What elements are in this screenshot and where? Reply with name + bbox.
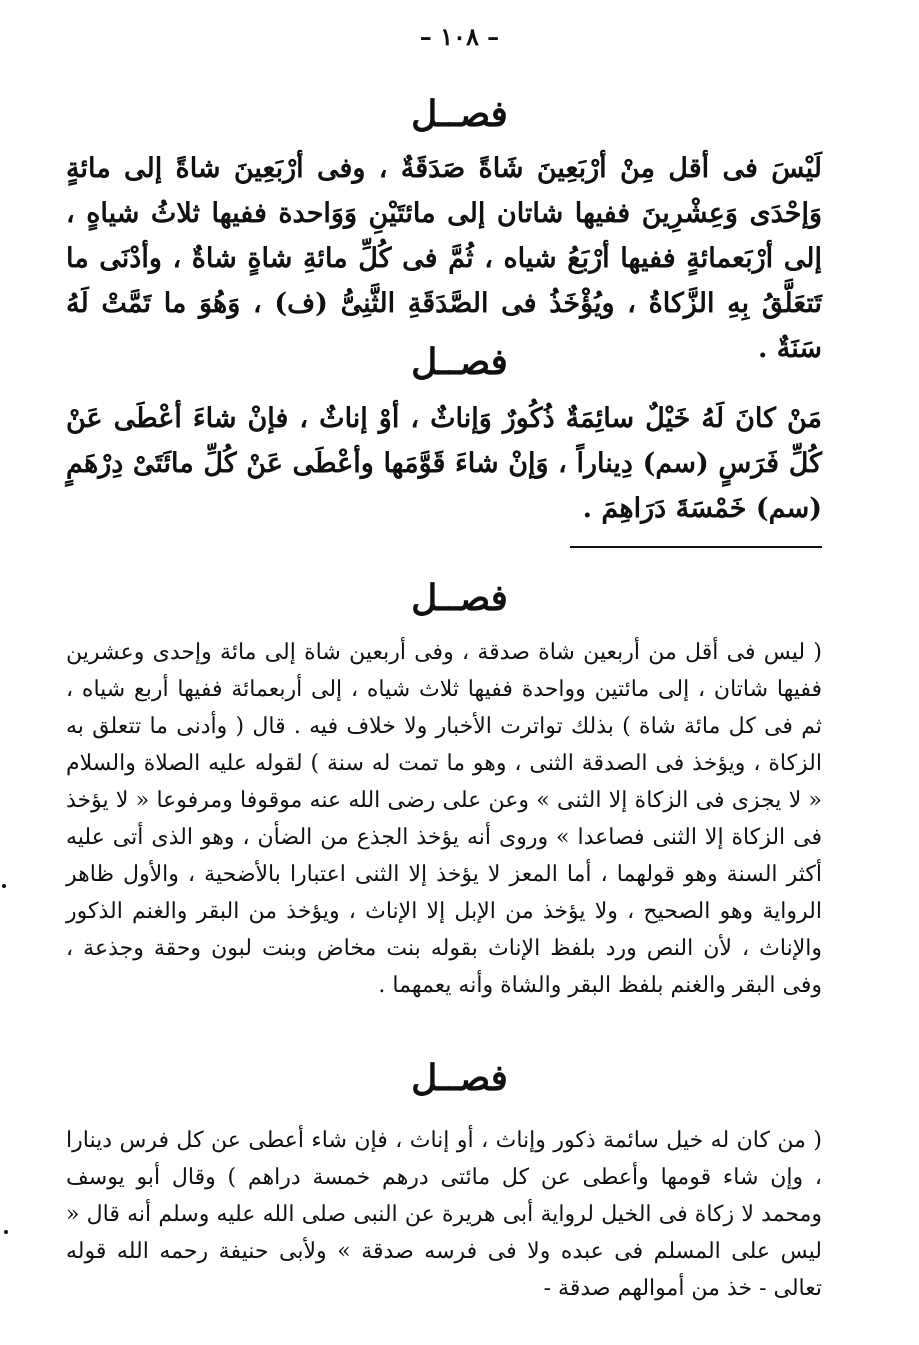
scan-mark — [4, 1230, 8, 1234]
sharh-paragraph-1: ( ليس فى أقل من أربعين شاة صدقة ، وفى أربعين شاة إلى مائة وإحدى وعشرين ففيها شاتان ، إلى مائتين وواحدة ففيها ثلاث شياه ، إلى أربعمائة ففيها أربع شياه ، ثم فى كل مائة شاة ) بذلك تواترت الأخبار ولا خلاف فيه . قال ( وأدنى ما تتعلق به الزكاة ، ويؤخذ فى الصدقة الثنى ، وهو ما تمت له سنة ) لقوله عليه الصلاة والسلام « لا يجزى فى الزكاة إلا الثنى » وعن على رضى الله عنه موقوفا ومرفوعا « لا يؤخذ فى الزكاة إلا الثنى فصاعدا » وروى أنه يؤخذ الجذع من الضأن ، وهو الذى أتى عليه أكثر السنة وهو قولهما ، أما المعز لا يؤخذ إلا الثنى اعتبارا بالأضحية ، والأول ظاهر الرواية وهو الصحيح ، ولا يؤخذ من الإبل إلا الإناث ، ويؤخذ من البقر والغنم الذكور والإناث ، لأن النص ورد بلفظ الإناث بقوله بنت مخاض وبنت لبون وحقة وجذعة ، وفى البقر والغنم بلفظ البقر والشاة وأنه يعمهما . — [66, 640, 822, 998]
matn-paragraph-2: مَنْ كانَ لَهُ خَيْلٌ سائِمَةٌ ذُكُورٌ وَإناثٌ ، أوْ إناثٌ ، فإنْ شاءَ أعْطَى عَنْ كُلِّ فَرَسٍ (سم) دِيناراً ، وَإنْ شاءَ قَوَّمَها وأعْطَى عَنْ كُلِّ مائَتَىْ دِرْهَمٍ (سم) خَمْسَةَ دَرَاهِمَ . — [66, 403, 822, 524]
section-heading-1: فصــل — [411, 93, 508, 135]
section-divider — [570, 546, 822, 548]
section-heading-3: فصــل — [411, 577, 508, 619]
matn-paragraph-1: لَيْسَ فى أقل مِنْ أرْبَعِينَ شَاةً صَدَقَةٌ ، وفى أرْبَعِينَ شاةً إلى مائةٍ وَإحْدَى وَعِشْرِينَ ففيها شاتان إلى مائتَيْنِ وَوَاحدة ففيها ثلاثُ شياهٍ ، إلى أرْبَعمائةٍ ففيها أرْبَعُ شياه ، ثُمَّ فى كُلِّ مائةِ شاةٍ شاةٌ ، وأدْنَى ما تَتعَلَّقُ بِهِ الزَّكاةُ ، ويُؤْخَذُ فى الصَّدَقَةِ الثَّنِىُّ (ف) ، وَهُوَ ما تَمَّتْ لَهُ سَنَةٌ . — [66, 153, 822, 364]
scan-mark — [2, 884, 6, 888]
page-number: – ١٠٨ – — [419, 22, 500, 51]
section-heading-4: فصــل — [411, 1057, 508, 1099]
section-heading-2: فصــل — [411, 341, 508, 383]
sharh-paragraph-2: ( من كان له خيل سائمة ذكور وإناث ، أو إناث ، فإن شاء أعطى عن كل فرس دينارا ، وإن شاء قومها وأعطى عن كل مائتى درهم خمسة دراهم ) وقال أبو يوسف ومحمد لا زكاة فى الخيل لرواية أبى هريرة عن النبى صلى الله عليه وسلم أنه قال « ليس على المسلم فى عبده ولا فى فرسه صدقة » ولأبى حنيفة رحمه الله قوله تعالى - خذ من أموالهم صدقة - — [66, 1128, 822, 1301]
